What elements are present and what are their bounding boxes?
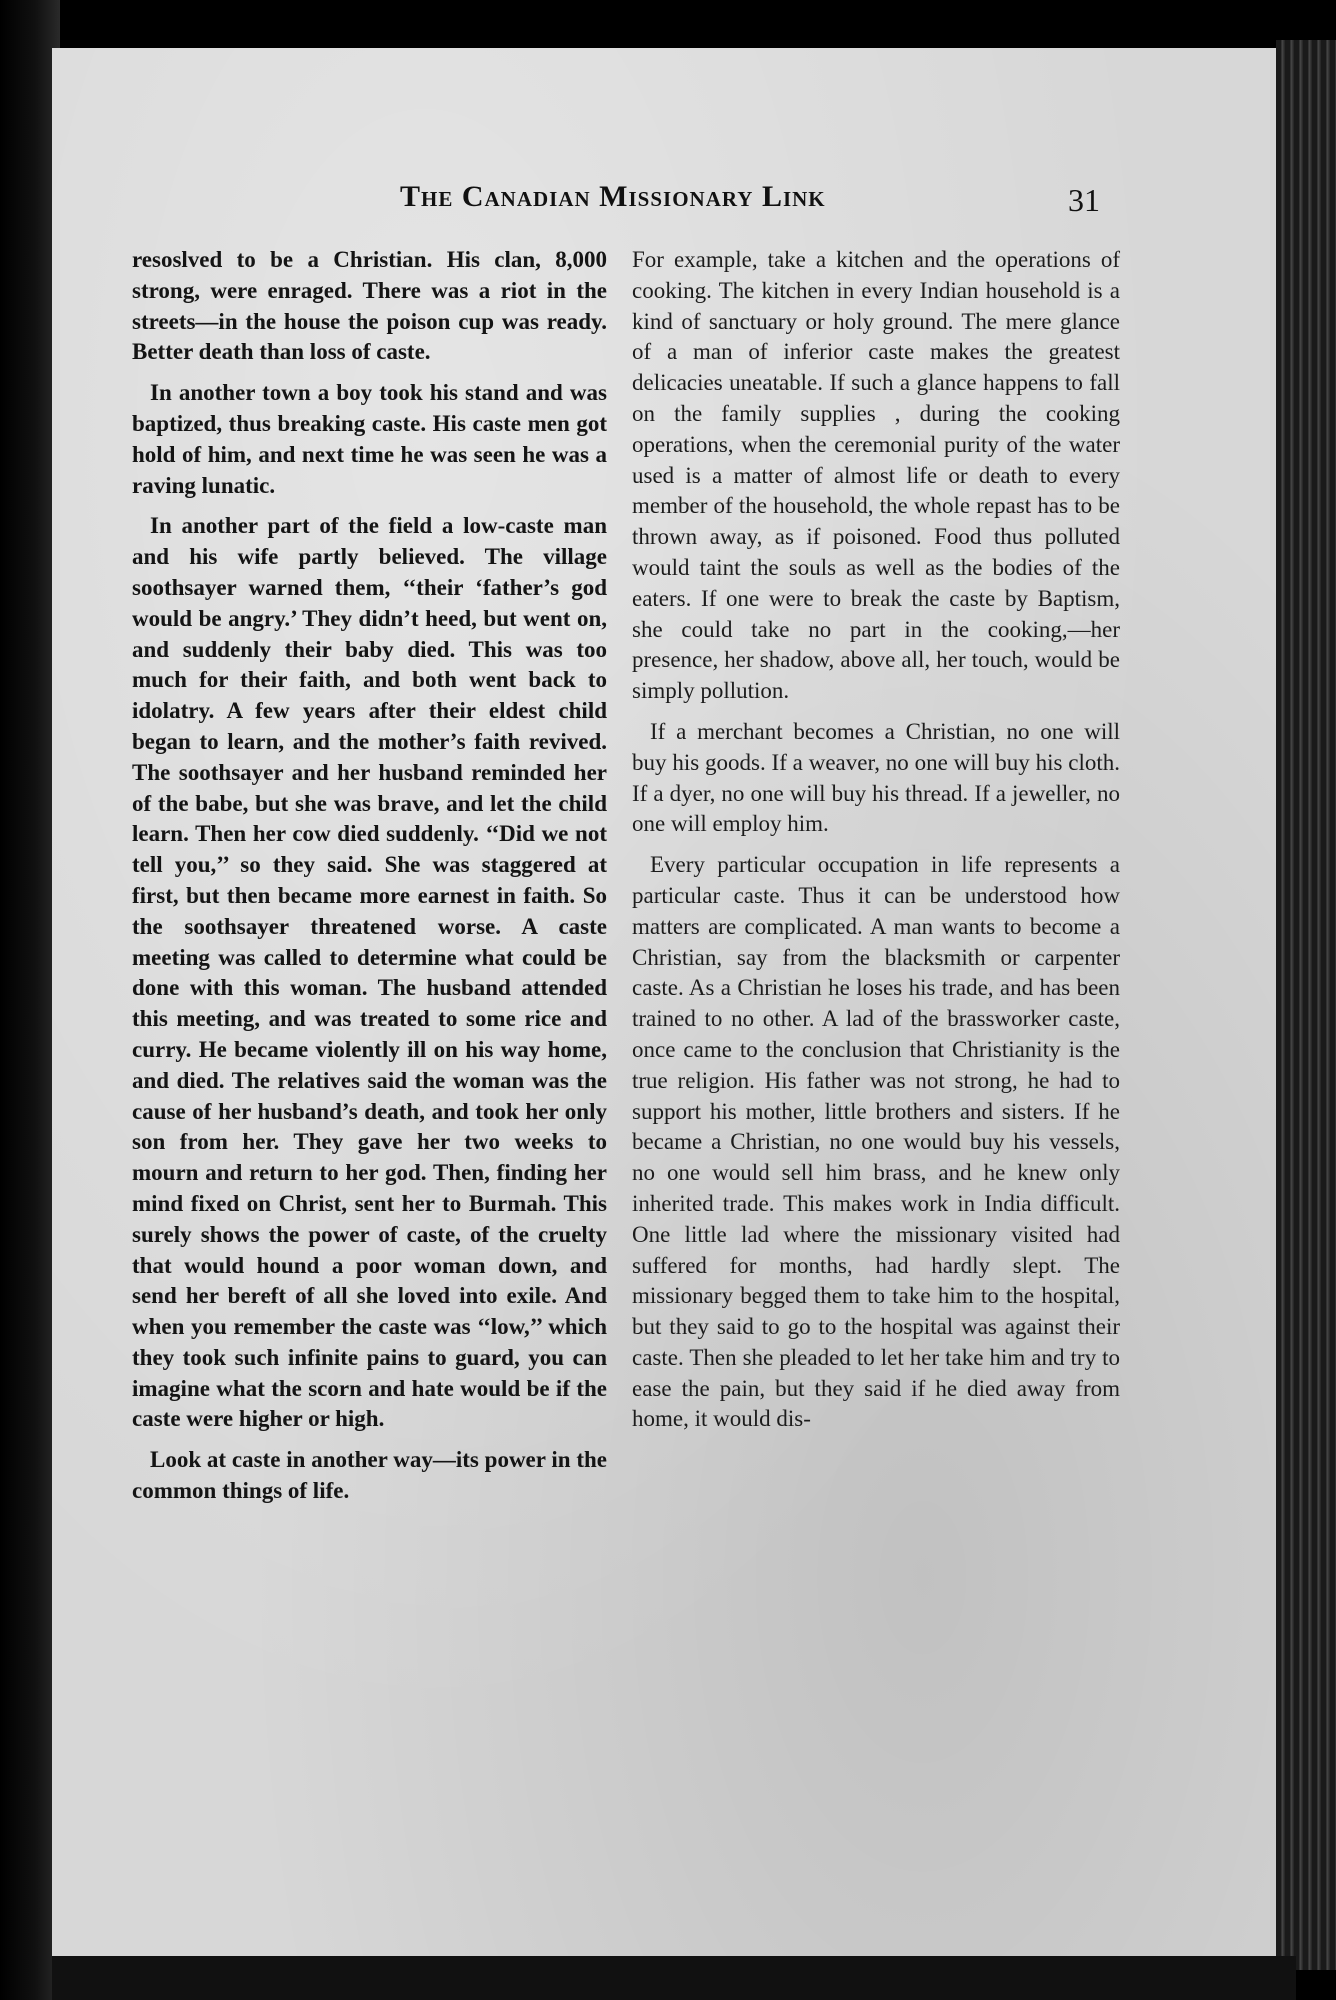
paragraph: For example, take a kitchen and the operations of cooking. The kitchen in every Indian household is a kind of sanctuary or holy ground. The mere glance of a man of inferior caste makes the greatest delicacies uneatable. If such a glance happens to fall on the family supplies , during the cooking operations, when the ceremonial purity of the water used is a matter of almost life or death to every member of the household, the whole repast has to be thrown away, as if poisoned. Food thus polluted would taint the souls as well as the bodies of the eaters. If one were to break the caste by Baptism, she could take no part in the cooking,—her presence, her shadow, above all, her touch, would be simply pollution.: [632, 247, 1120, 704]
paragraph: resoslved to be a Christian. His clan, 8,000 strong, were enraged. There was a riot in the streets—in the house the poison cup was ready. Better death than loss of caste.: [132, 247, 607, 365]
paragraph: If a merchant becomes a Christian, no one will buy his goods. If a weaver, no one will buy his cloth. If a dyer, no one will buy his thread. If a jeweller, no one will employ him.: [632, 718, 1120, 837]
running-header: The Canadian Missionary Link: [400, 180, 826, 213]
paragraph: Look at caste in another way—its power in the common things of life.: [132, 1447, 607, 1504]
scan-bottom-border: [52, 1956, 1296, 2000]
paragraph: In another part of the field a low-caste man and his wife partly believed. The village soothsayer warned them, ‘‘their ‘father’s god would be angry.’ They didn’t heed, but went on, and suddenly their baby died. This was too much for their faith, and both went back to idolatry. A few years after their eldest child began to learn, and the mother’s faith revived. The soothsayer and her husband reminded her of the babe, but she was brave, and let the child learn. Then her cow died suddenly. ‘‘Did we not tell you,’’ so they said. She was staggered at first, but then became more earnest in faith. So the soothsayer threatened worse. A caste meeting was called to determine what could be done with this woman. The husband attended this meeting, and was treated to some rice and curry. He became violently ill on his way home, and died. The relatives said the woman was the cause of her husband’s death, and took her only son from her. They gave her two weeks to mourn and return to her god. Then, finding her mind fixed on Christ, sent her to Burmah. This surely shows the power of caste, of the cruelty that would hound a poor woman down, and send her bereft of all she loved into exile. And when you remember the caste was ‘‘low,’’ which they took such infinite pains to guard, you can imagine what the scorn and hate would be if the caste were higher or high.: [132, 513, 607, 1432]
page-number: 31: [1068, 182, 1100, 218]
paragraph: Every particular occupation in life represents a particular caste. Thus it can be understood how matters are complicated. A man wants to become a Christian, say from the blacksmith or carpenter caste. As a Christian he loses his trade, and has been trained to no other. A lad of the brassworker caste, once came to the conclusion that Christianity is the true religion. His father was not strong, he had to support his mother, little brothers and sisters. If he became a Christian, no one would buy his vessels, no one would sell him brass, and he knew only inherited trade. This makes work in India difficult. One little lad where the missionary visited had suffered for months, had hardly slept. The missionary begged them to take him to the hospital, but they said to go to the hospital was against their caste. Then she pleaded to let her take him and try to ease the pain, but they said if he died away from home, it would dis-: [632, 852, 1120, 1432]
book-page-edges: [1276, 40, 1336, 1970]
left-column: [132, 245, 607, 1517]
paragraph: In another town a boy took his stand and was baptized, thus breaking caste. His caste men got hold of him, and next time he was seen he was a raving lunatic.: [132, 380, 607, 498]
right-column: [632, 245, 1120, 1445]
scan-left-border: [0, 0, 60, 2000]
